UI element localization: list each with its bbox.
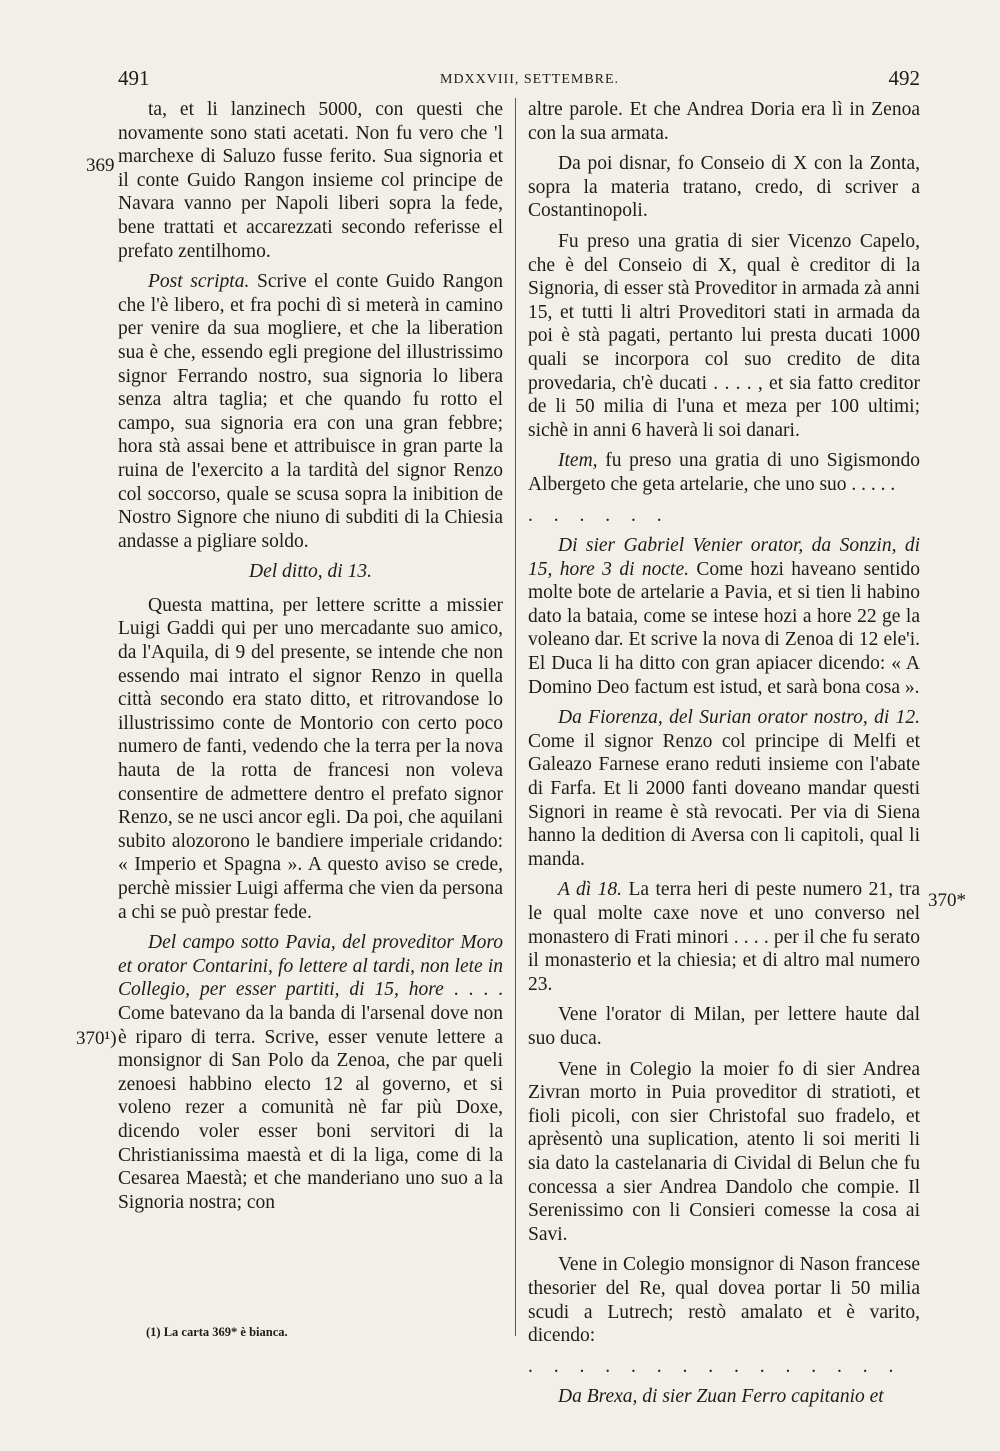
paragraph-lead: Da Brexa, di sier Zuan Ferro capitanio et	[558, 1386, 884, 1408]
left-column	[118, 98, 503, 1221]
paragraph	[528, 1385, 920, 1409]
paragraph	[528, 449, 920, 496]
omission-dots: . . . . . . . . . . . . . . .	[528, 1355, 902, 1377]
paragraph	[118, 270, 503, 553]
paragraph-text: Come hozi haveano sentido molte bote de artelarie a Pavia, et si tien li habino dato la bataia, come se intese hozi a hore 22 ge la voleano dar. Et scrive la nova di Zenoa di 12 ele'i. El Duca li ha ditto con gran apiacer dicendo: « A Domino Deo factum est istud, et sarà bona cosa ».	[528, 558, 920, 698]
paragraph	[528, 706, 920, 871]
right-column	[528, 98, 920, 1416]
paragraph: Vene l'orator di Milan, per lettere haute dal suo duca.	[528, 1004, 920, 1049]
margin-note-370-paren: 370¹)	[76, 1028, 117, 1049]
paragraph-lead: Item,	[558, 450, 598, 472]
paragraph-text: fu preso una gratia di uno Sigismondo Albergeto che geta artelarie, che uno suo . . . . .	[528, 450, 920, 495]
paragraph: Fu preso una gratia di sier Vicenzo Capelo, che è del Conseio di X, qual è creditor di la Signoria, di esser stà Proveditor in armada zà anni 15, et tutti li altri Proveditori stati in armada da poi è stà pagati, pertanto lui presta ducati 1000 quali se incorpora col suo credito de dita provedaria, ch'è ducati . . . . , et sia fatto creditor de li 50 milia di l'una et meza per 100 ultimi; sichè in anni 6 haverà li soi danari.	[528, 230, 920, 441]
paragraph: Vene in Colegio monsignor di Nason francese thesorier del Re, qual dovea portar li 50 milia scudi a Lutrech; restò amalato et è varito, dicendo:	[528, 1254, 920, 1347]
margin-note-370-star: 370*	[928, 890, 966, 911]
paragraph: ta, et li lanzinech 5000, con questi che novamente sono stati acetati. Non fu vero che 'l marchexe di Saluzo fusse ferito. Sua signoria et il conte Guido Rangon insieme col principe de Navara vanno per Napoli liberi sopra la fede, bene trattati et accarezzati secondo referisse el prefato zentilhomo.	[118, 99, 503, 262]
paragraph	[118, 931, 503, 1214]
paragraph-text: Come il signor Renzo col principe di Melfi et Galeazo Farnese erano reduti insieme con l'abate di Farfa. Et li 2000 fanti doveano mandar questi Signori in reame è stà revocati. Per via di Siena hanno la dedition di Aversa con li capitoli, qual li manda.	[528, 730, 920, 870]
section-heading	[118, 560, 503, 584]
column-divider	[515, 98, 516, 1336]
omission-dots: . . . . . .	[528, 504, 670, 526]
paragraph	[528, 534, 920, 699]
paragraph: Da poi disnar, fo Conseio di X con la Zonta, sopra la materia tratano, credo, di scriver a Costantinopoli.	[528, 153, 920, 222]
paragraph: altre parole. Et che Andrea Doria era lì in Zenoa con la sua armata.	[528, 99, 920, 144]
paragraph-lead: Post scripta.	[148, 271, 250, 293]
paragraph-lead: Del campo sotto Pavia, del proveditor Moro et orator Contarini, fo lettere al tardi, non lete in Collegio, per esser partiti, di 15, hore	[118, 932, 503, 1001]
paragraph-text: La terra heri di peste numero 21, tra le qual molte caxe nove et uno converso nel monastero di Frati minori . . . . per il che fu serato il monasterio et la chiesia; et di altro mal numero 23.	[528, 879, 920, 995]
paragraph	[528, 878, 920, 996]
paragraph-text: . . . . Come batevano da la banda di l'arsenal dove non è riparo di terra. Scrive, esser venute lettere a monsignor di San Polo da Zenoa, che par queli zenoesi habbino electo 12 al governo, et si voleno rezer a comunità nè far più Doxe, dicendo voler esser boni servitori di la Christianissima maestà et di la liga, come di la Cesarea Maestà; et che manderiano uno suo a la Signoria nostra; con	[118, 979, 504, 1213]
paragraph: Vene in Colegio la moier fo di sier Andrea Zivran morto in Puia proveditor di stratioti, et fioli picoli, con sier Christofal suo fradelo, et aprèsentò una suplication, atento li soi meriti li sia dato la castelanaria di Cividal di Belun che fu concessa a sier Andrea Dandolo che compie. Il Serenissimo con li Consieri comesse la cosa ai Savi.	[528, 1058, 920, 1245]
footnote: (1) La carta 369* è bianca.	[146, 1325, 288, 1339]
paragraph-lead: Da Fiorenza, del Surian orator nostro, di 12.	[558, 707, 920, 729]
right-page-number: 492	[888, 66, 920, 90]
heading-text: Del ditto, di 13.	[249, 561, 372, 583]
paragraph-lead: Di sier Gabriel Venier orator, da Sonzin, di 15, hore 3 di nocte.	[528, 535, 920, 580]
running-header: MDXXVIII, SETTEMBRE.	[440, 72, 620, 87]
paragraph-text: Scrive el conte Guido Rangon che l'è libero, et fra pochi dì si meterà in camino per venire da sua mogliere, et che la liberation sua è che, essendo egli pregione del illustrissimo signor Ferrando nostro, sua signoria lo libera senza altra taglia; et che quando fu rotto el campo, sua signoria era con una gran febbre; hora stà assai bene et attribuisce in gran parte la ruina de l'exercito a la tardità del signor Renzo col soccorso, quale se scusa sopra la inibition de Nostro Signore che niuno di subditi di la Chiesia andasse a pigliare soldo.	[118, 271, 503, 552]
margin-note-369: 369	[86, 155, 115, 176]
left-page-number: 491	[118, 66, 150, 90]
paragraph: Questa mattina, per lettere scritte a missier Luigi Gaddi qui per uno mercadante suo amico, da l'Aquila, di 9 del presente, se intende che non essendo mai intrato el signor Renzo in quella città secondo era stato ditto, et ritrovandose lo illustrissimo conte de Montorio con certo poco numero de fanti, vedendo che la terra per la nova hauta de la rotta de francesi non voleva consentire de admettere dentro el prefato signor Renzo, se ne usci ancor egli. Da poi, che aquilani subito alozorono le bandiere imperiale cridando: « Imperio et Spagna ». A questo aviso se crede, perchè missier Luigi afferma che vien da persona a chi se può prestar fede.	[118, 594, 503, 923]
paragraph-lead: A dì 18.	[558, 879, 623, 901]
